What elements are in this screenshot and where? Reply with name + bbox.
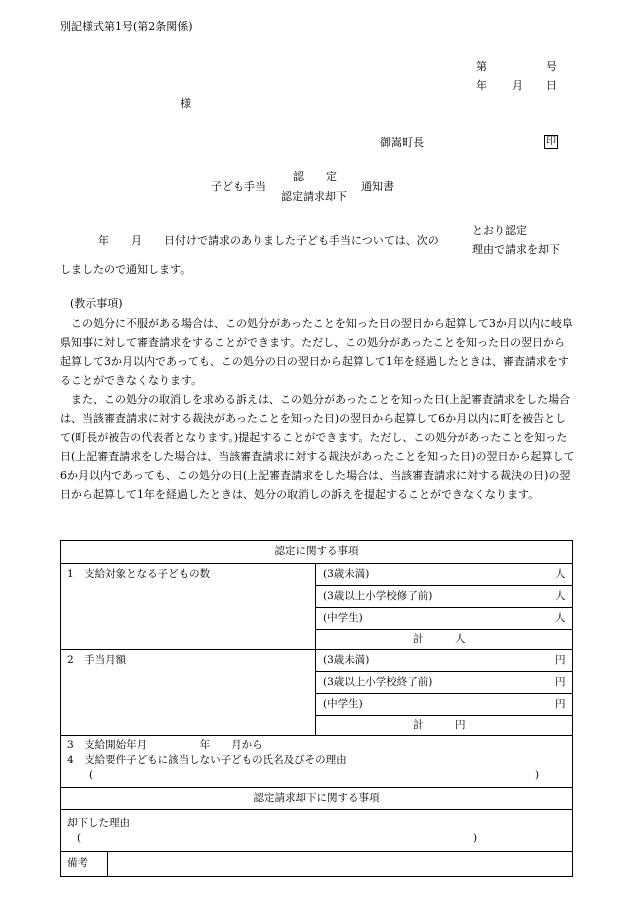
- number-go: 号: [546, 60, 557, 73]
- item2-row-preschool: (3歳以上小学校終了前): [323, 676, 433, 688]
- reject-close-paren: ): [473, 832, 478, 844]
- seal-box: 印: [546, 136, 556, 147]
- form-number: 別記様式第1号(第2条関係): [60, 20, 193, 33]
- issuer-name: 御嵩町長: [380, 136, 424, 149]
- item1-row-under3: (3歳未満): [323, 568, 370, 580]
- instruction-body: [60, 314, 575, 504]
- title-option-reject: 認定請求却下: [281, 190, 347, 203]
- number-dai: 第: [476, 60, 487, 73]
- item2-row-middle: (中学生): [323, 698, 363, 710]
- remarks-label: 備考: [67, 857, 88, 869]
- instruction-para-2: また、この処分の取消しを求める訴えは、この処分があったことを知った日(上記審査請求をした場合は、当該審査請求に対する裁決があったことを知った日)の翌日から起算して6か月以内に町を被告として(町長が被告の代表者となります。)提起することができます。ただし、この処分があったことを知った日(上記審査請求をした場合は、当該審査請求に対する裁決があったことを知った日)の翌日から起算して6か月以内であっても、この処分の日(上記審査請求をした場合は、当該審査請求に対する裁決の日)の翌日から起算して1年を経過したときは、処分の取消しの訴えを提起することができなくなります。: [60, 393, 575, 501]
- item1-total: 計 人: [413, 633, 466, 645]
- item1-unit-preschool: 人: [555, 590, 566, 602]
- reject-reason-label: 却下した理由: [67, 817, 130, 829]
- notice-option-approve: とおり認定: [472, 224, 527, 237]
- details-table: [60, 540, 573, 877]
- date-year: 年: [476, 79, 487, 92]
- title-prefix: 子ども手当: [211, 180, 266, 193]
- item2-label: 2 手当月額: [67, 654, 127, 666]
- reject-open-paren: (: [77, 832, 82, 844]
- notice-option-reject: 理由で請求を却下: [472, 243, 560, 256]
- item3-start-month: 3 支給開始年月 年 月から: [67, 739, 263, 751]
- title-option-approve: 認 定: [293, 170, 337, 183]
- item2-row-under3: (3歳未満): [323, 654, 370, 666]
- item1-row-middle: (中学生): [323, 612, 363, 624]
- item2-unit-under3: 円: [555, 654, 566, 666]
- notice-line2: しましたので通知します。: [60, 263, 192, 276]
- item1-row-preschool: (3歳以上小学校修了前): [323, 590, 433, 602]
- notice-line1: 年 月 日付けで請求のありました子ども手当については、次の: [98, 234, 439, 247]
- section-approval-title: 認定に関する事項: [274, 545, 359, 557]
- instruction-para-1: この処分に不服がある場合は、この処分があったことを知った日の翌日から起算して3か月以内に岐阜県知事に対して審査請求をすることができます。ただし、この処分があったことを知った日の翌日から起算して3か月以内であっても、この処分の日の翌日から起算して1年を経過したときは、審査請求をすることができなくなります。: [60, 317, 573, 387]
- date-month: 月: [512, 79, 523, 92]
- instruction-heading: (教示事項): [70, 297, 123, 310]
- item4-close-paren: ): [535, 769, 540, 781]
- title-suffix: 通知書: [361, 180, 394, 193]
- item2-total: 計 円: [413, 719, 466, 731]
- item1-unit-under3: 人: [555, 568, 566, 580]
- item4-label: 4 支給要件子どもに該当しない子どもの氏名及びその理由: [67, 754, 347, 766]
- item2-unit-middle: 円: [555, 698, 566, 710]
- item2-unit-preschool: 円: [555, 676, 566, 688]
- item1-label: 1 支給対象となる子どもの数: [67, 568, 211, 580]
- item1-unit-middle: 人: [555, 612, 566, 624]
- section-rejection-title: 認定請求却下に関する事項: [253, 792, 380, 804]
- item4-open-paren: (: [89, 769, 94, 781]
- date-day: 日: [546, 79, 557, 92]
- addressee-sama: 様: [180, 97, 191, 110]
